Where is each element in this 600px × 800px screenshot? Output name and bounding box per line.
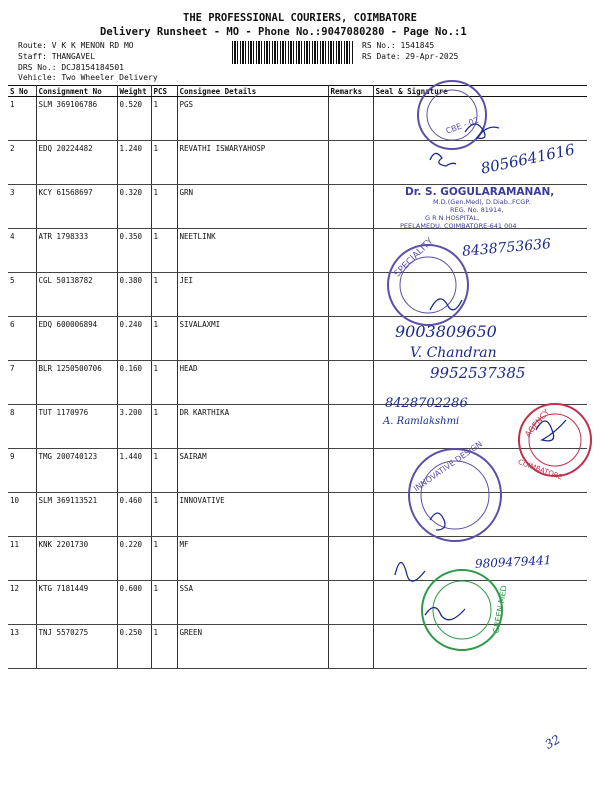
row-sno: 12: [8, 581, 36, 625]
runsheet-title: Delivery Runsheet - MO - Phone No.:9047080280 - Page No.:1: [100, 26, 467, 38]
vehicle-label: Vehicle: Two Wheeler Delivery: [18, 73, 158, 82]
row-pcs: 1: [151, 97, 177, 141]
row-sno: 6: [8, 317, 36, 361]
handwritten-name-1: V. Chandran: [410, 345, 497, 361]
row-weight: 3.200: [117, 405, 151, 449]
row-weight: 0.160: [117, 361, 151, 405]
row-weight: 0.220: [117, 537, 151, 581]
row-consignee: GREEN: [177, 625, 328, 669]
col-sno: S No: [8, 86, 36, 97]
row-weight: 0.600: [117, 581, 151, 625]
handwritten-phone-4: 9952537385: [430, 364, 526, 382]
row-consignment-no: KNK 2201730: [36, 537, 117, 581]
green-stamp-text: GREEN MED: [491, 584, 509, 635]
row-consignee: PGS: [177, 97, 328, 141]
rs-date: RS Date: 29-Apr-2025: [362, 52, 459, 61]
row-weight: 0.250: [117, 625, 151, 669]
row-weight: 1.240: [117, 141, 151, 185]
row-sno: 10: [8, 493, 36, 537]
row-weight: 0.380: [117, 273, 151, 317]
row-pcs: 1: [151, 625, 177, 669]
row-consignee: MF: [177, 537, 328, 581]
row-weight: 0.350: [117, 229, 151, 273]
handwritten-phone-6: 9809479441: [474, 553, 552, 571]
row-pcs: 1: [151, 537, 177, 581]
drs-number: DRS No.: DCJ8154184501: [18, 63, 124, 72]
col-seal-signature: Seal & Signature: [373, 86, 587, 97]
row-pcs: 1: [151, 449, 177, 493]
row-consignee: SIVALAXMI: [177, 317, 328, 361]
row-consignment-no: KTG 7181449: [36, 581, 117, 625]
row-consignment-no: SLM 369106786: [36, 97, 117, 141]
row-sno: 1: [8, 97, 36, 141]
page-mark: 32: [542, 732, 563, 752]
row-consignment-no: TNJ 5570275: [36, 625, 117, 669]
row-consignment-no: KCY 61568697: [36, 185, 117, 229]
doctor-quals: M.D.(Gen.Med), D.Diab.,FCGP.: [433, 198, 531, 206]
row-consignee: GRN: [177, 185, 328, 229]
doctor-stamp: [400, 186, 585, 230]
agency-stamp: [517, 404, 591, 481]
col-consignment: Consignment No: [36, 86, 117, 97]
doctor-reg: REG. No. 81914,: [450, 206, 504, 214]
row-weight: 1.440: [117, 449, 151, 493]
row-pcs: 1: [151, 229, 177, 273]
doctor-hospital: G R N HOSPITAL,: [425, 214, 480, 222]
row-pcs: 1: [151, 493, 177, 537]
row-sno: 2: [8, 141, 36, 185]
cbe-stamp-text: CBE - 02: [444, 115, 481, 136]
agency-city-text: COIMBATORE: [516, 458, 564, 482]
col-pcs: PCS: [151, 86, 177, 97]
row-pcs: 1: [151, 317, 177, 361]
route-label: Route: V K K MENON RD MO: [18, 41, 134, 50]
row-consignment-no: SLM 369113521: [36, 493, 117, 537]
row-weight: 0.320: [117, 185, 151, 229]
row-consignment-no: EDQ 20224482: [36, 141, 117, 185]
row-consignee: SSA: [177, 581, 328, 625]
row-consignee: NEETLINK: [177, 229, 328, 273]
row-sno: 8: [8, 405, 36, 449]
row-consignee: DR KARTHIKA: [177, 405, 328, 449]
col-weight: Weight: [117, 86, 151, 97]
row-pcs: 1: [151, 361, 177, 405]
row-pcs: 1: [151, 185, 177, 229]
row-weight: 0.520: [117, 97, 151, 141]
row-consignee: HEAD: [177, 361, 328, 405]
doctor-name: Dr. S. GOGULARAMANAN,: [405, 186, 555, 198]
cbe-stamp: [418, 81, 486, 149]
row-pcs: 1: [151, 273, 177, 317]
innovative-stamp-text: INNOVATIVE DESIGN: [412, 439, 484, 494]
speciality-stamp: [388, 236, 468, 325]
row-consignee: SAIRAM: [177, 449, 328, 493]
company-name: THE PROFESSIONAL COURIERS, COIMBATORE: [183, 12, 417, 24]
row-weight: 0.240: [117, 317, 151, 361]
doctor-address: PEELAMEDU, COIMBATORE-641 004: [400, 222, 517, 230]
row-weight: 0.460: [117, 493, 151, 537]
row-consignment-no: BLR 1250500706: [36, 361, 117, 405]
row-consignment-no: CGL 50138782: [36, 273, 117, 317]
row-consignee: INNOVATIVE: [177, 493, 328, 537]
row-sno: 4: [8, 229, 36, 273]
col-remarks: Remarks: [328, 86, 373, 97]
row-consignee: REVATHI ISWARYAHOSP: [177, 141, 328, 185]
handwritten-phone-3: 9003809650: [395, 322, 497, 341]
row-sno: 5: [8, 273, 36, 317]
row-consignment-no: EDQ 600006894: [36, 317, 117, 361]
col-consignee: Consignee Details: [177, 86, 328, 97]
row-sno: 9: [8, 449, 36, 493]
handwritten-phone-1: 8056641616: [479, 140, 577, 178]
row-consignee: JEI: [177, 273, 328, 317]
row-sno: 13: [8, 625, 36, 669]
row-pcs: 1: [151, 581, 177, 625]
green-stamp: [422, 570, 509, 650]
row-consignment-no: TMG 200740123: [36, 449, 117, 493]
row-sno: 11: [8, 537, 36, 581]
innovative-stamp: [409, 439, 501, 541]
row-sno: 3: [8, 185, 36, 229]
row-pcs: 1: [151, 405, 177, 449]
handwritten-name-2: A. Ramlakshmi: [383, 416, 460, 427]
handwritten-phone-2: 8438753636: [461, 236, 552, 260]
row-pcs: 1: [151, 141, 177, 185]
row-consignment-no: TUT 1170976: [36, 405, 117, 449]
staff-label: Staff: THANGAVEL: [18, 52, 96, 61]
handwritten-phone-5: 8428702286: [385, 396, 468, 411]
speciality-stamp-text: SPECIALITY: [392, 236, 436, 280]
row-sno: 7: [8, 361, 36, 405]
agency-stamp-text: AGENCY: [523, 407, 552, 439]
row-consignment-no: ATR 1798333: [36, 229, 117, 273]
rs-number: RS No.: 1541845: [362, 41, 435, 50]
